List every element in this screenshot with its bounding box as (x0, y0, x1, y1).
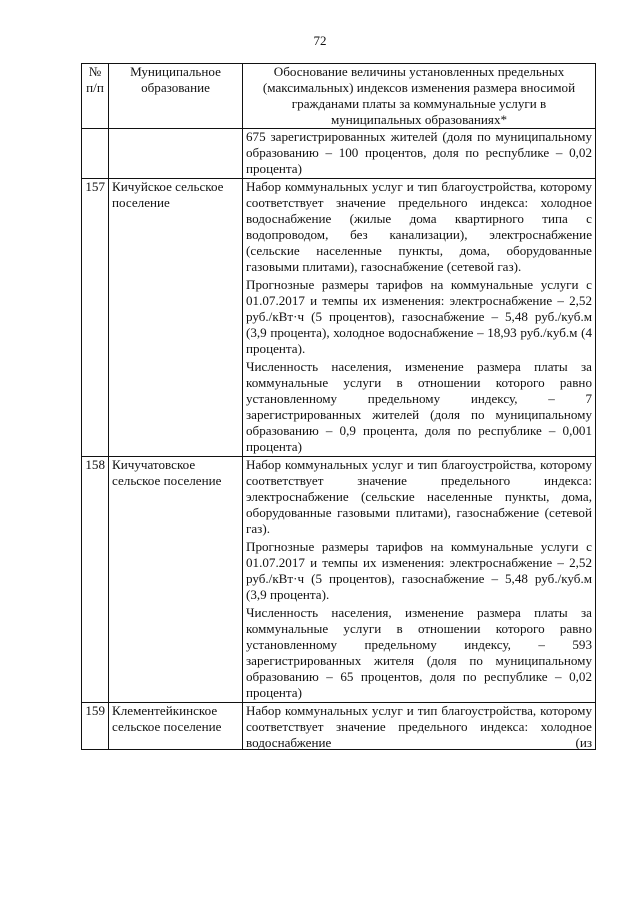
row-municipality (109, 129, 243, 179)
row-municipality: Кичучатовское сельское поселение (109, 457, 243, 703)
row-justification (243, 179, 596, 457)
row-num (82, 129, 109, 179)
page-number: 72 (313, 33, 327, 48)
row-num: 157 (82, 179, 109, 457)
header-num: № п/п (82, 64, 109, 129)
justification-paragraph: 675 зарегистрированных жителей (доля по муниципальному образованию – 100 процентов, доля по республике – 0,02 процента) (246, 129, 592, 176)
row-justification (243, 129, 596, 179)
row-num: 159 (82, 703, 109, 750)
header-justification: Обоснование величины установленных предельных (максимальных) индексов изменения размера вносимой гражданами платы за коммунальные услуги в муниципальных образованиях* (243, 64, 596, 129)
justification-paragraph: Набор коммунальных услуг и тип благоустройства, которому соответствует значение предельного индекса: холодное водоснабжение (жилые дома квартирного типа с водопроводом, без канализации), электроснабжение (сельские населенные пункты, дома, оборудованные газовыми плитами), газоснабжение (сетевой газ). (246, 179, 592, 274)
justification-paragraph: Прогнозные размеры тарифов на коммунальные услуги с 01.07.2017 и темпы их изменения: электроснабжение – 2,52 руб./кВт·ч (5 процентов), газоснабжение – 5,48 руб./куб.м (3,9 процента). (246, 539, 592, 602)
table-row (82, 703, 596, 750)
justification-paragraph: Прогнозные размеры тарифов на коммунальные услуги с 01.07.2017 и темпы их изменения: электроснабжение – 2,52 руб./кВт·ч (5 процентов), газоснабжение – 5,48 руб./куб.м (3,9 процента), холодное водоснабжение – 18,93 руб./куб.м (4 процента). (246, 277, 592, 356)
row-municipality: Кичуйское сельское поселение (109, 179, 243, 457)
row-justification (243, 703, 596, 750)
tariff-index-table (81, 63, 596, 750)
table-row (82, 457, 596, 703)
row-justification (243, 457, 596, 703)
row-municipality: Клементейкинское сельское поселение (109, 703, 243, 750)
row-num: 158 (82, 457, 109, 703)
table-header-row (82, 64, 596, 129)
justification-paragraph: Набор коммунальных услуг и тип благоустройства, которому соответствует значение предельного индекса: электроснабжение (сельские населенные пункты, дома, оборудованные газовыми плитами), газоснабжение (сетевой газ). (246, 457, 592, 536)
justification-paragraph: Численность населения, изменение размера платы за коммунальные услуги в отношении которого равно установленному предельному индексу, – 593 зарегистрированных жителя (доля по муниципальному образованию – 65 процентов, доля по республике – 0,02 процента) (246, 605, 592, 700)
header-municipality: Муниципальное образование (109, 64, 243, 129)
justification-paragraph: Численность населения, изменение размера платы за коммунальные услуги в отношении которого равно установленному предельному индексу, – 7 зарегистрированных жителей (доля по муниципальному образованию – 0,9 процента, доля по республике – 0,001 процента) (246, 359, 592, 454)
table-row (82, 179, 596, 457)
table-row-continuation (82, 129, 596, 179)
justification-paragraph: Набор коммунальных услуг и тип благоустройства, которому соответствует значение предельного индекса: холодное водоснабжение (из (246, 703, 592, 749)
